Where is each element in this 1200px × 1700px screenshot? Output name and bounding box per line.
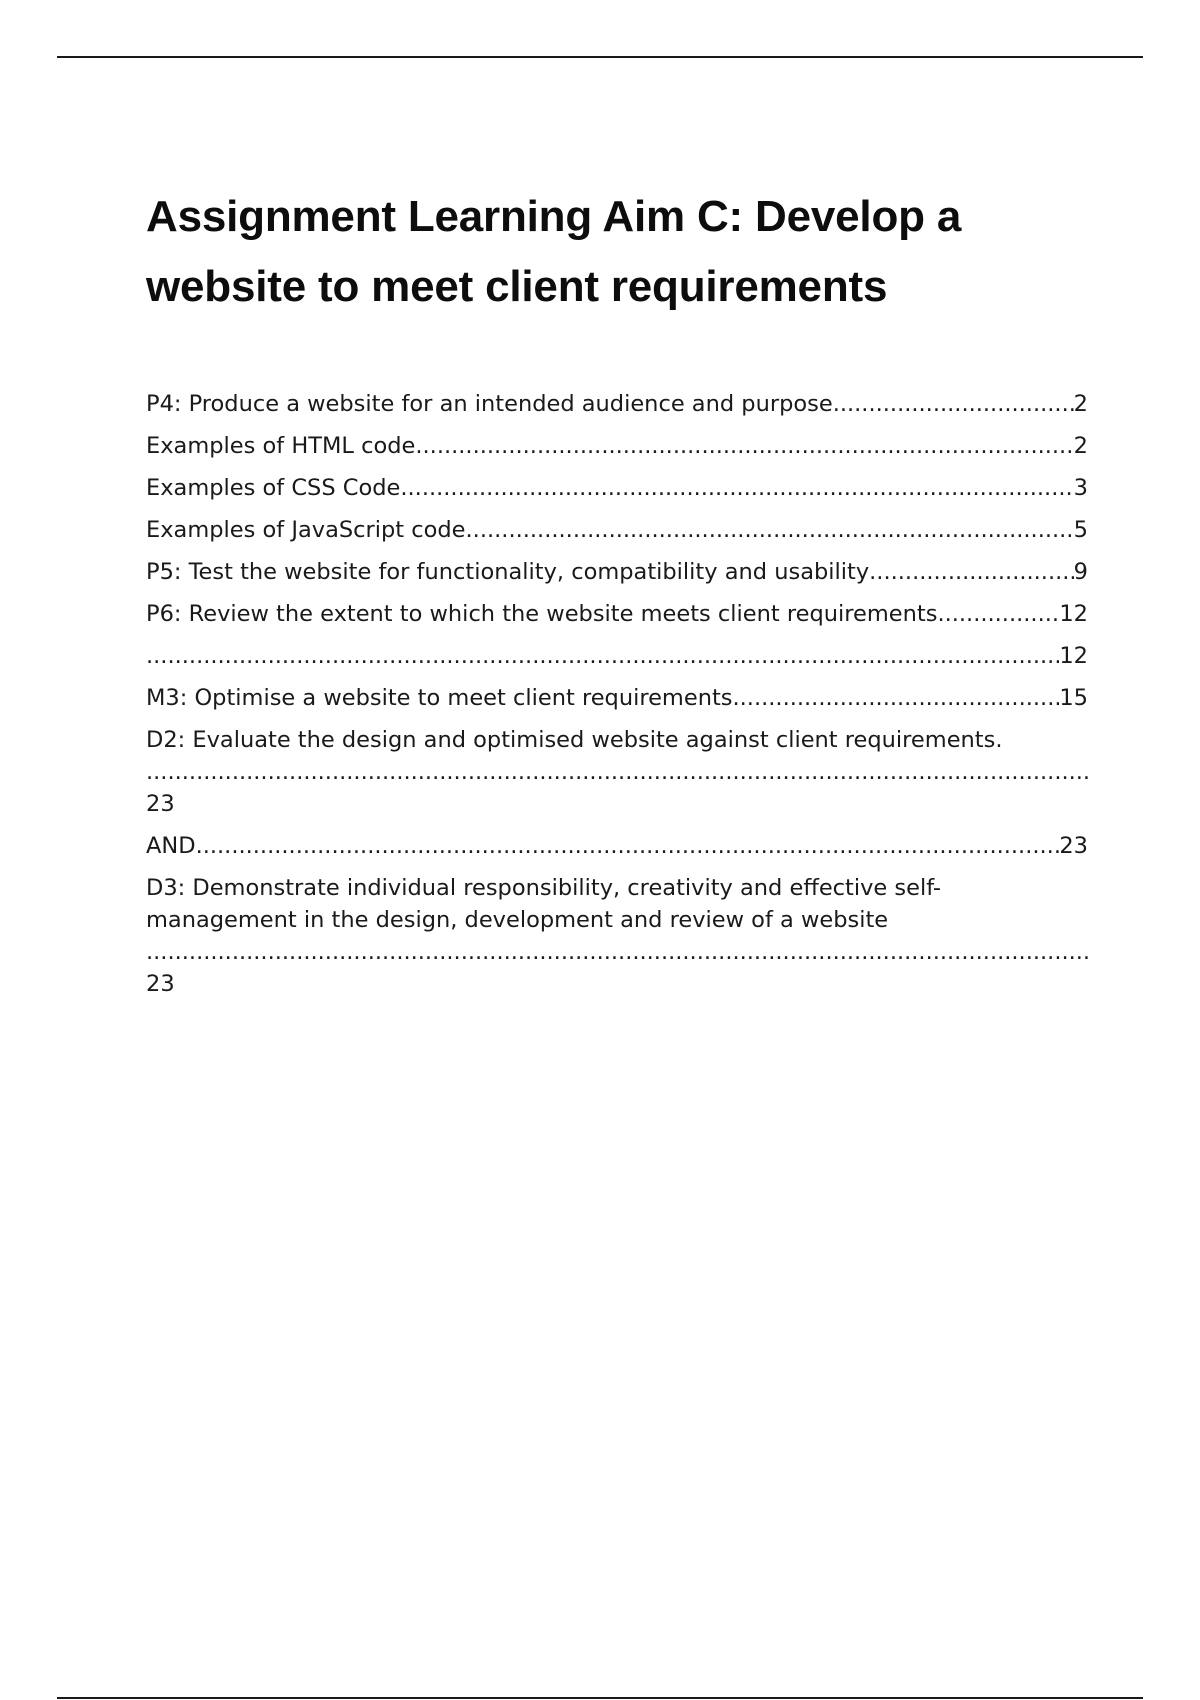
toc-leader-dots (833, 388, 1074, 420)
toc-entry-text: M3: Optimise a website to meet client requirements (146, 685, 733, 711)
toc-leader-dots (733, 682, 1060, 714)
toc-leader-dots (146, 936, 1088, 968)
header-rule (57, 56, 1143, 58)
toc-entry-javascript-code[interactable] (146, 514, 1088, 546)
toc-page-number: 23 (146, 971, 175, 997)
toc-entry-text: P4: Produce a website for an intended audience and purpose (146, 391, 833, 417)
toc-entry-text: management in the design, development and review of a website (146, 907, 889, 933)
toc-leader-dots (937, 598, 1059, 630)
footer-rule (57, 1697, 1143, 1699)
toc-entry-text: Examples of HTML code (146, 433, 416, 459)
toc-entry-text: Examples of JavaScript code (146, 517, 466, 543)
toc-leader-dots (415, 430, 1073, 462)
toc-page-number: 2 (1073, 391, 1088, 417)
toc-entry-p4[interactable] (146, 388, 1088, 420)
toc-entry-p6[interactable] (146, 598, 1088, 630)
toc-leader-dots (400, 472, 1073, 504)
toc-leader-dots (466, 514, 1074, 546)
page-content (146, 182, 1088, 1010)
toc-page-number: 15 (1059, 685, 1088, 711)
toc-page-number: 23 (1059, 833, 1088, 859)
toc-entry-text: AND (146, 833, 196, 859)
toc-entry-text: Examples of CSS Code (146, 475, 401, 501)
toc-entry-d3[interactable] (146, 872, 1088, 1000)
table-of-contents (146, 388, 1088, 1000)
toc-entry-and[interactable] (146, 830, 1088, 862)
toc-page-number: 9 (1073, 559, 1088, 585)
toc-entry-text: P5: Test the website for functionality, compatibility and usability (146, 559, 870, 585)
toc-entry-text: P6: Review the extent to which the website meets client requirements (146, 601, 938, 627)
toc-entry-untitled[interactable] (146, 640, 1088, 672)
toc-leader-dots (196, 830, 1060, 862)
document-title (146, 182, 1088, 322)
toc-leader-dots (869, 556, 1074, 588)
toc-entry-m3[interactable] (146, 682, 1088, 714)
document-title-line-1: Assignment Learning Aim C: Develop a (146, 192, 962, 241)
document-title-line-2: website to meet client requirements (146, 262, 888, 311)
toc-page-number: 12 (1059, 643, 1088, 669)
toc-entry-text-first-line: D2: Evaluate the design and optimised website against client requirements. (146, 727, 1003, 753)
toc-page-number: 2 (1073, 433, 1088, 459)
toc-page-number: 12 (1059, 601, 1088, 627)
toc-entry-d2[interactable] (146, 724, 1088, 820)
toc-page-number: 23 (146, 791, 175, 817)
toc-entry-text-first-line: D3: Demonstrate individual responsibility, creativity and effective self- (146, 875, 942, 901)
toc-entry-p5[interactable] (146, 556, 1088, 588)
toc-page-number: 5 (1073, 517, 1088, 543)
toc-leader-dots (146, 640, 1059, 672)
toc-leader-dots (146, 756, 1088, 788)
toc-entry-css-code[interactable] (146, 472, 1088, 504)
toc-page-number: 3 (1073, 475, 1088, 501)
toc-entry-html-code[interactable] (146, 430, 1088, 462)
